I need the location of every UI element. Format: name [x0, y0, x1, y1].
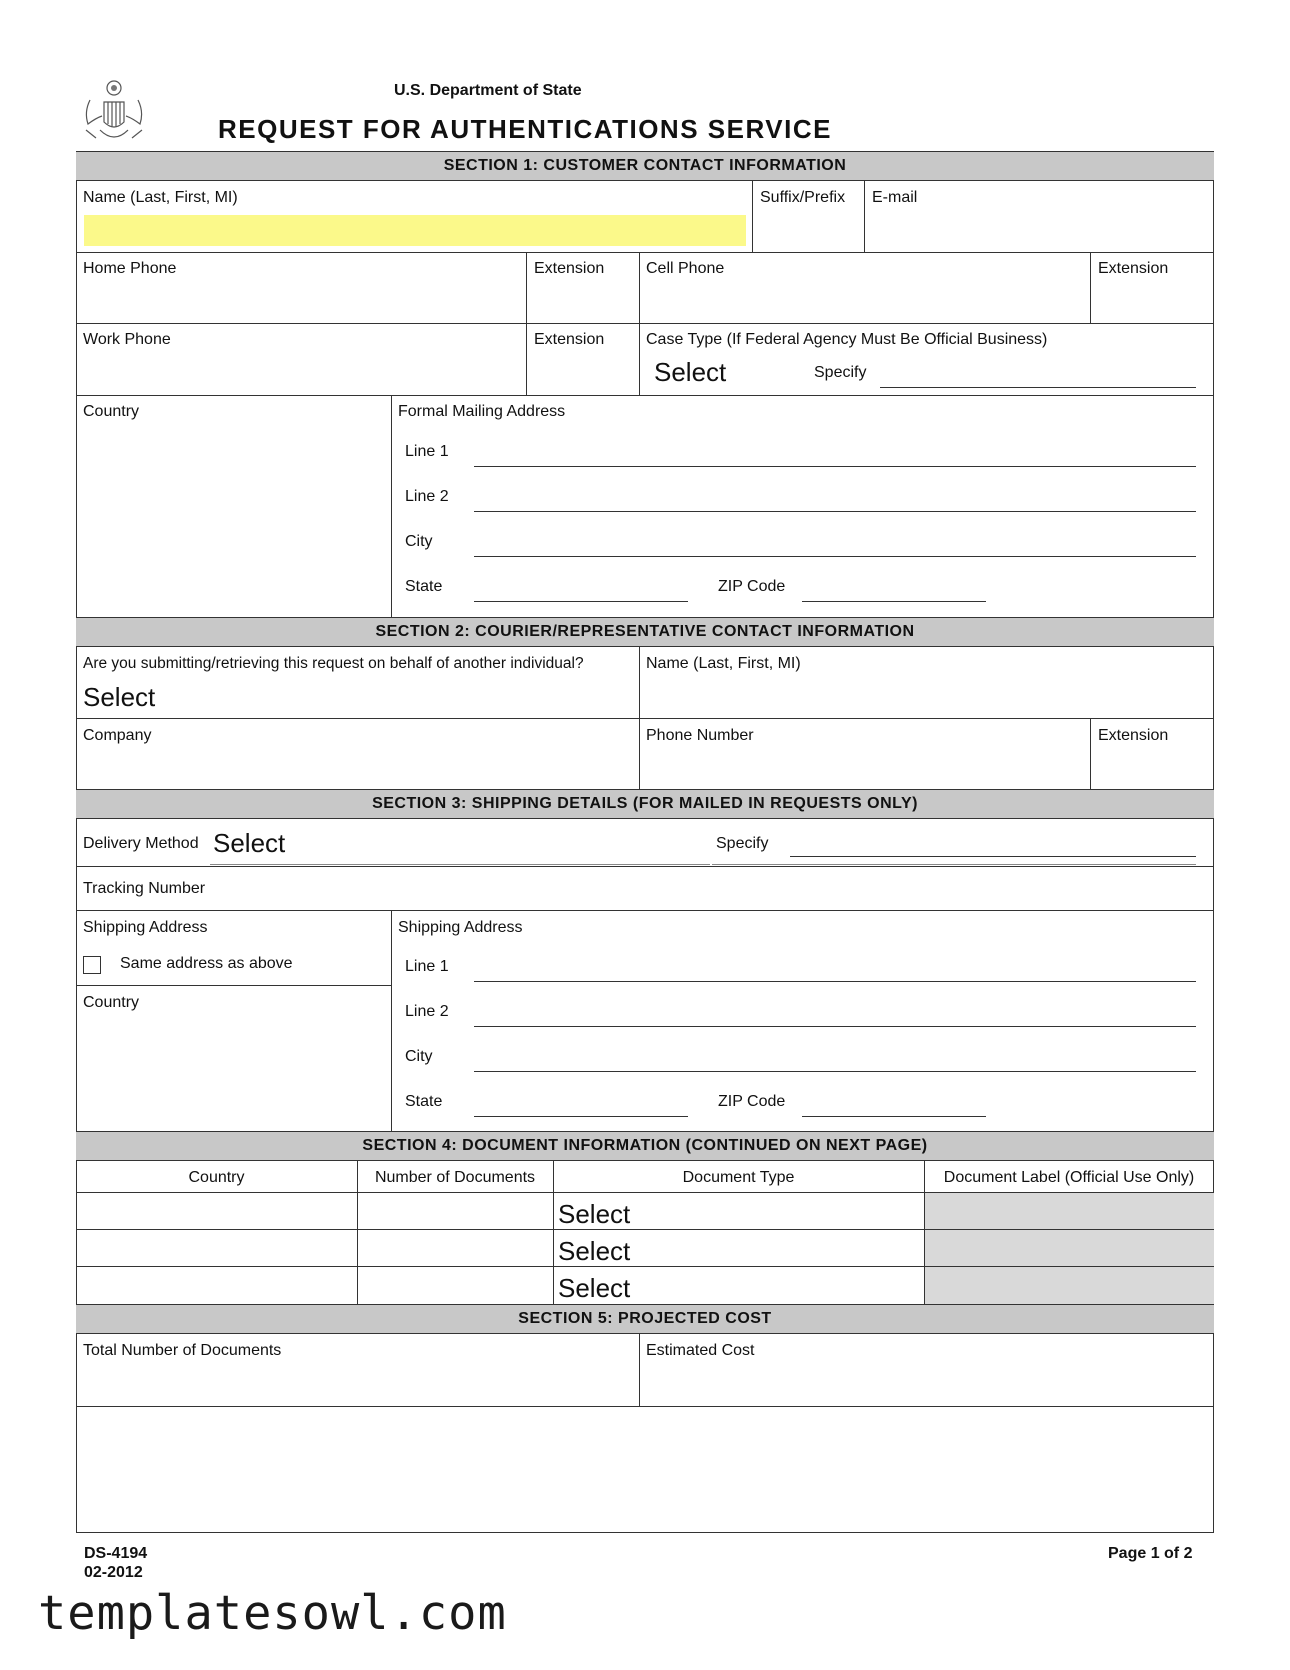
behalf-label: Are you submitting/retrieving this request on behalf of another individual? — [83, 655, 584, 672]
case-specify-label: Specify — [814, 364, 867, 381]
ship-line2-input[interactable] — [474, 1026, 1196, 1027]
col-number-of-documents: Number of Documents — [374, 1169, 536, 1186]
doc-type-select-3[interactable]: Select — [558, 1273, 631, 1303]
shipping-address-left-label: Shipping Address — [83, 919, 208, 936]
ship-zip-input[interactable] — [802, 1116, 986, 1117]
mail-city-input[interactable] — [474, 556, 1196, 557]
case-type-label: Case Type (If Federal Agency Must Be Official Business) — [646, 331, 1048, 348]
case-type-select[interactable]: Select — [654, 357, 727, 387]
ship-line1-label: Line 1 — [405, 958, 449, 975]
ship-line2-label: Line 2 — [405, 1003, 449, 1020]
section1-header: SECTION 1: CUSTOMER CONTACT INFORMATION — [76, 151, 1214, 181]
behalf-select[interactable]: Select — [83, 682, 156, 712]
col-document-type: Document Type — [682, 1169, 795, 1186]
mail-line2-label: Line 2 — [405, 488, 449, 505]
same-address-checkbox[interactable] — [83, 956, 101, 974]
section2-header: SECTION 2: COURIER/REPRESENTATIVE CONTACT INFORMATION — [76, 617, 1214, 647]
great-seal-icon — [82, 78, 146, 146]
col-document-label: Document Label (Official Use Only) — [943, 1169, 1195, 1186]
official-use-area — [925, 1192, 1214, 1304]
department-name: U.S. Department of State — [394, 82, 582, 99]
delivery-specify-label: Specify — [716, 835, 769, 852]
work-phone-label: Work Phone — [83, 331, 171, 348]
cell-phone-label: Cell Phone — [646, 260, 725, 277]
mail-state-label: State — [405, 578, 443, 595]
doc-type-select-2[interactable]: Select — [558, 1236, 631, 1266]
home-extension-label: Extension — [534, 260, 605, 277]
page-number: Page 1 of 2 — [1108, 1545, 1193, 1562]
watermark: templatesowl.com — [38, 1586, 507, 1641]
same-address-label: Same address as above — [120, 955, 293, 972]
mail-zip-label: ZIP Code — [718, 578, 786, 595]
ship-city-label: City — [405, 1048, 433, 1065]
shipping-address-label: Shipping Address — [398, 919, 523, 936]
courier-name-label: Name (Last, First, MI) — [646, 655, 801, 672]
doc-type-select-1[interactable]: Select — [558, 1199, 631, 1229]
ship-state-input[interactable] — [474, 1116, 688, 1117]
ship-line1-input[interactable] — [474, 981, 1196, 982]
mail-city-label: City — [405, 533, 433, 550]
suffix-label: Suffix/Prefix — [760, 189, 846, 206]
delivery-method-label: Delivery Method — [83, 835, 199, 852]
section3-header: SECTION 3: SHIPPING DETAILS (FOR MAILED IN REQUESTS ONLY) — [76, 789, 1214, 819]
mail-line1-input[interactable] — [474, 466, 1196, 467]
tracking-number-label: Tracking Number — [83, 880, 206, 897]
home-phone-label: Home Phone — [83, 260, 177, 277]
shipping-country-label: Country — [83, 994, 140, 1011]
country-label: Country — [83, 403, 140, 420]
mailing-address-label: Formal Mailing Address — [398, 403, 566, 420]
mail-state-input[interactable] — [474, 601, 688, 602]
total-documents-label: Total Number of Documents — [83, 1342, 282, 1359]
form-number: DS-4194 — [84, 1545, 148, 1562]
name-label: Name (Last, First, MI) — [83, 189, 238, 206]
delivery-specify-input[interactable] — [790, 856, 1196, 857]
col-country: Country — [188, 1169, 245, 1186]
section4-header: SECTION 4: DOCUMENT INFORMATION (CONTINUED ON NEXT PAGE) — [76, 1131, 1214, 1161]
mail-zip-input[interactable] — [802, 601, 986, 602]
work-extension-label: Extension — [534, 331, 605, 348]
courier-extension-label: Extension — [1098, 727, 1169, 744]
ship-state-label: State — [405, 1093, 443, 1110]
mail-line2-input[interactable] — [474, 511, 1196, 512]
courier-phone-label: Phone Number — [646, 727, 754, 744]
case-specify-input[interactable] — [880, 387, 1196, 388]
form-title: REQUEST FOR AUTHENTICATIONS SERVICE — [218, 114, 832, 144]
ship-zip-label: ZIP Code — [718, 1093, 786, 1110]
name-input[interactable] — [84, 215, 746, 246]
company-label: Company — [83, 727, 152, 744]
cell-extension-label: Extension — [1098, 260, 1169, 277]
section5-header: SECTION 5: PROJECTED COST — [76, 1304, 1214, 1334]
form-date: 02-2012 — [84, 1564, 143, 1581]
estimated-cost-label: Estimated Cost — [646, 1342, 755, 1359]
email-label: E-mail — [872, 189, 918, 206]
mail-line1-label: Line 1 — [405, 443, 449, 460]
ship-city-input[interactable] — [474, 1071, 1196, 1072]
delivery-method-select[interactable]: Select — [213, 828, 286, 858]
